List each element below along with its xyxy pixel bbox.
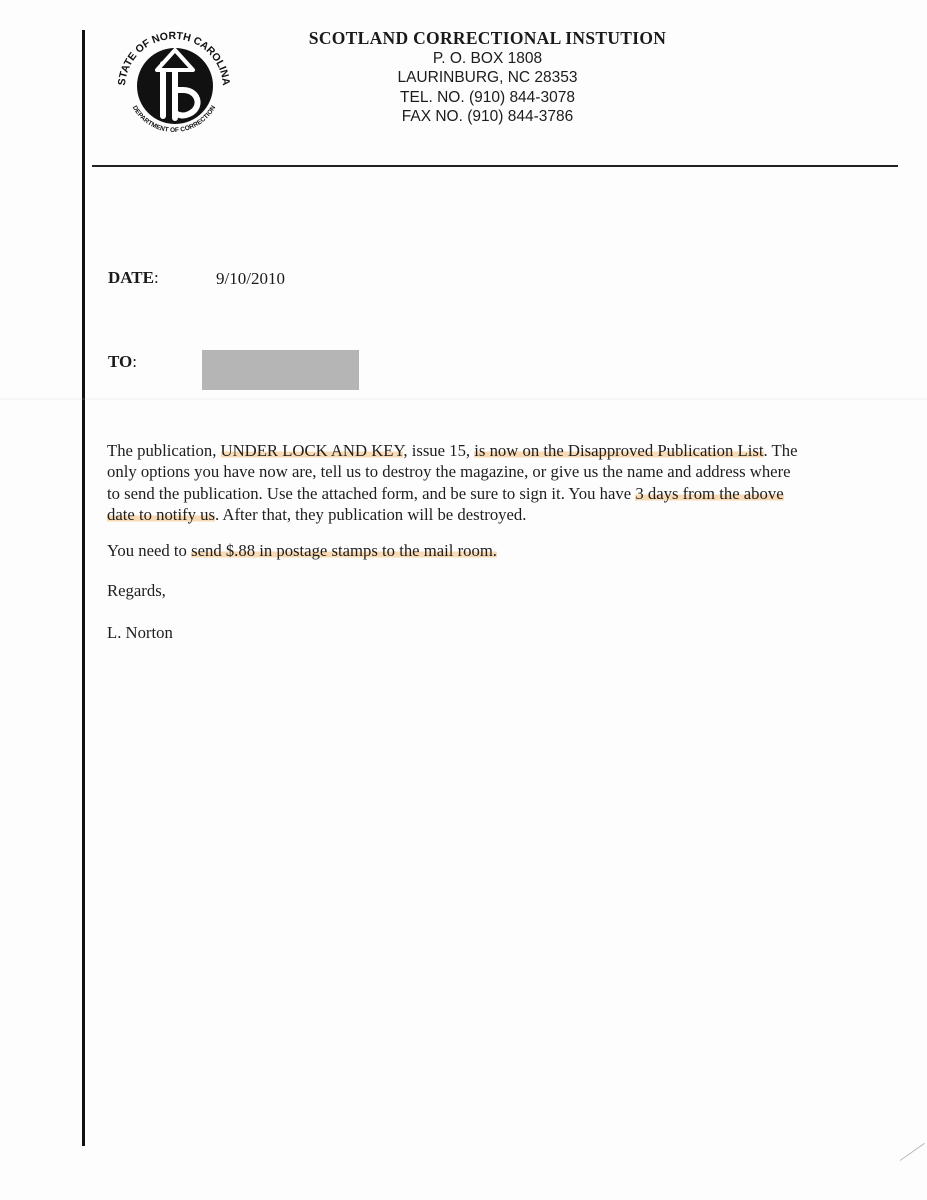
p1-text-e: . The only options you have now are, tell us to destroy the magazine, or give us the name and address where to send the publication. Use the attached form, and be sure to sign it. You have xyxy=(107,441,798,503)
date-value: 9/10/2010 xyxy=(216,269,285,288)
body-paragraph-1 xyxy=(107,440,807,525)
letterhead xyxy=(300,27,675,126)
seal-bottom-text: DEPARTMENT OF CORRECTION xyxy=(130,104,218,135)
date-label: DATE: xyxy=(108,268,159,287)
scan-artifact xyxy=(0,398,927,400)
header-divider xyxy=(92,165,898,167)
left-margin-rule xyxy=(82,30,85,1146)
to-label: TO: xyxy=(108,352,137,371)
nc-department-of-correction-seal-icon xyxy=(113,20,235,142)
city-state-zip: LAURINBURG, NC 28353 xyxy=(397,69,578,87)
body-paragraph-2 xyxy=(107,540,807,561)
p1-text-a: The publication, xyxy=(107,441,221,460)
highlight-disapproved-list: is now on the Disapproved Publication List xyxy=(474,441,764,460)
scan-corner-mark xyxy=(900,1143,925,1161)
closing-regards: Regards, xyxy=(107,581,166,600)
p1-text-g: . After that, they publication will be destroyed. xyxy=(215,504,527,524)
date-label-text: DATE xyxy=(108,268,154,287)
telephone-number: TEL. NO. (910) 844-3078 xyxy=(400,88,575,106)
highlight-deadline: 3 days from the above date to notify us xyxy=(107,483,784,524)
signer-name: L. Norton xyxy=(107,623,173,642)
po-box: P. O. BOX 1808 xyxy=(432,50,543,67)
fax-number: FAX NO. (910) 844-3786 xyxy=(401,107,574,125)
recipient-redaction xyxy=(202,350,359,390)
highlight-publication-title: UNDER LOCK AND KEY xyxy=(220,441,404,460)
p1-text-c: , issue 15, xyxy=(403,441,475,460)
seal-top-text: STATE OF NORTH CAROLINA xyxy=(115,29,233,87)
highlight-postage: send $.88 in postage stamps to the mail room. xyxy=(191,541,497,560)
p2-text-a: You need to xyxy=(107,541,192,560)
institution-name: SCOTLAND CORRECTIONAL INSTUTION xyxy=(308,28,667,48)
to-label-text: TO xyxy=(108,352,133,371)
